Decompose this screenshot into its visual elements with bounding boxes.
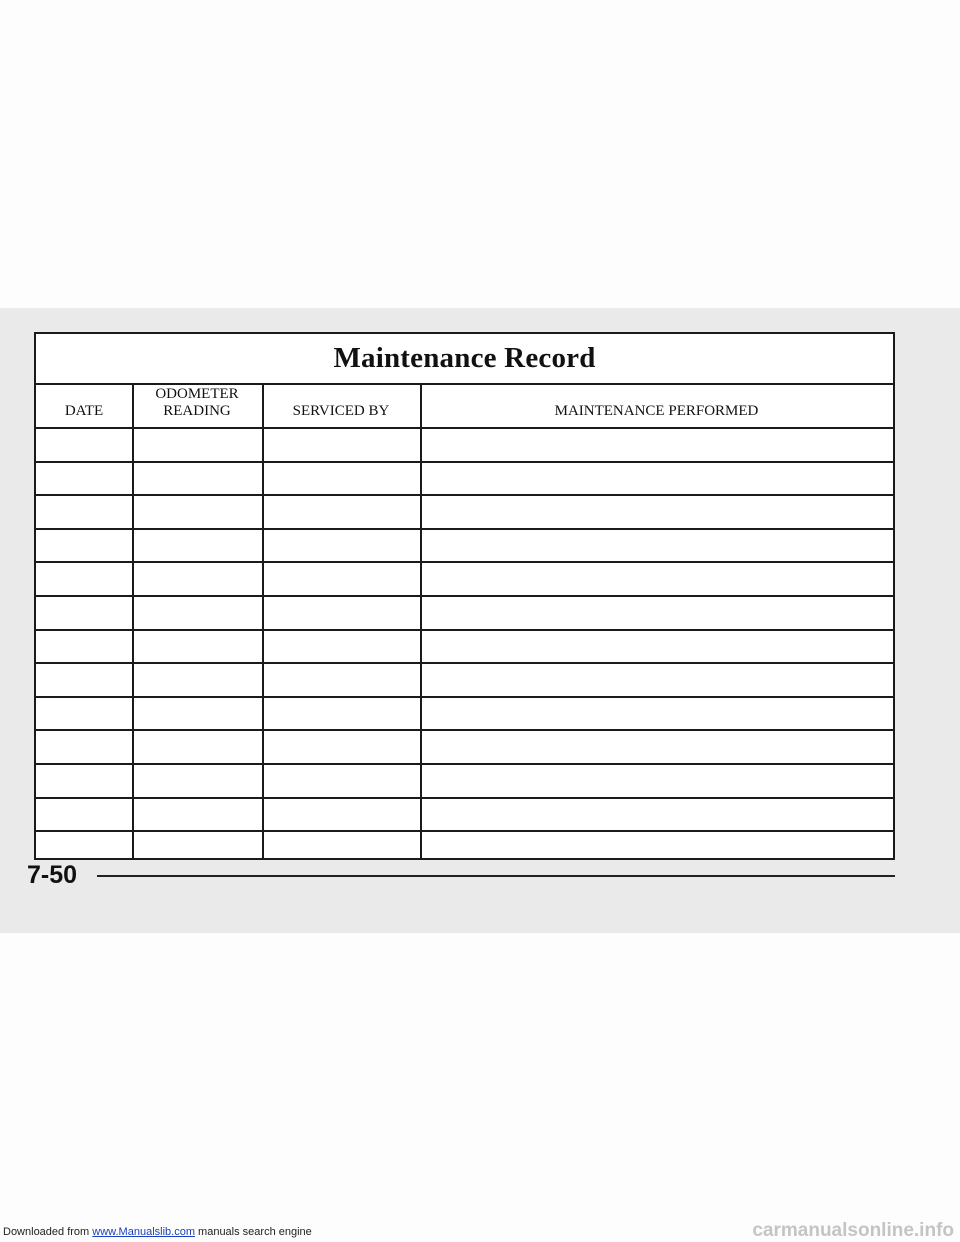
table-cell [132,799,262,831]
table-cell [36,664,132,696]
column-header-odometer-reading [132,383,262,427]
column-header-line [262,387,420,402]
table-cell [132,597,262,629]
page-title: Maintenance Record [333,342,596,374]
table-row [36,664,893,698]
table-row [36,631,893,665]
table-row [36,799,893,833]
table-cell [36,698,132,730]
footer-rule [97,875,895,877]
table-cell [262,429,420,461]
table-cell [262,698,420,730]
table-cell [262,597,420,629]
table-cell [262,731,420,763]
table-row [36,563,893,597]
table-cell [132,731,262,763]
column-header-maintenance-performed [420,383,893,427]
table-cell [36,563,132,595]
column-divider [132,383,134,858]
table-cell [132,664,262,696]
table-row [36,698,893,732]
download-note-suffix: manuals search engine [194,1226,312,1238]
table-row [36,731,893,765]
column-header-line: DATE [64,403,104,419]
table-cell [36,731,132,763]
table-cell [262,463,420,495]
page-number: 7-50 [27,861,78,889]
column-header-line: READING [163,403,231,419]
download-note-prefix: Downloaded from [3,1226,93,1238]
table-row [36,496,893,530]
table-cell [420,463,893,495]
table-row [36,429,893,463]
column-header-line: MAINTENANCE PERFORMED [554,403,759,419]
table-cell [420,664,893,696]
table-row [36,530,893,564]
table-cell [132,530,262,562]
header-row [36,383,893,429]
table-cell [132,496,262,528]
table-cell [36,530,132,562]
table-cell [262,765,420,797]
watermark: carmanualsonline.info [752,1220,954,1241]
table-title-row [36,334,893,385]
table-row [36,463,893,497]
table-cell [420,631,893,663]
table-cell [36,597,132,629]
table-cell [262,799,420,831]
table-cell [262,664,420,696]
table-cell [262,496,420,528]
table-cell [262,563,420,595]
column-header-line: ODOMETER [155,386,239,402]
column-header-line [36,387,132,402]
table-cell [36,496,132,528]
column-header-date [36,383,132,427]
column-header-serviced-by [262,383,420,427]
table-cell [420,799,893,831]
table-cell [132,698,262,730]
column-header-line: SERVICED BY [292,403,390,419]
download-note [3,1226,312,1238]
table-cell [420,698,893,730]
table-row [36,597,893,631]
table-cell [420,429,893,461]
maintenance-record-table [34,332,895,860]
table-cell [132,631,262,663]
table-cell [132,765,262,797]
table-cell [420,563,893,595]
table-cell [36,429,132,461]
table-cell [420,597,893,629]
column-divider [420,383,422,858]
table-cell [132,463,262,495]
column-header-line [420,387,893,402]
table-cell [132,429,262,461]
table-cell [262,530,420,562]
table-cell [420,765,893,797]
table-cell [132,563,262,595]
column-divider [262,383,264,858]
table-cell [420,731,893,763]
table-cell [36,463,132,495]
table-cell [420,530,893,562]
table-row [36,765,893,799]
table-cell [262,631,420,663]
table-cell [36,799,132,831]
table-cell [36,631,132,663]
page-footer [27,860,895,890]
table-cell [36,765,132,797]
manualslib-link[interactable]: www.Manualslib.com [92,1226,195,1238]
table-cell [420,496,893,528]
